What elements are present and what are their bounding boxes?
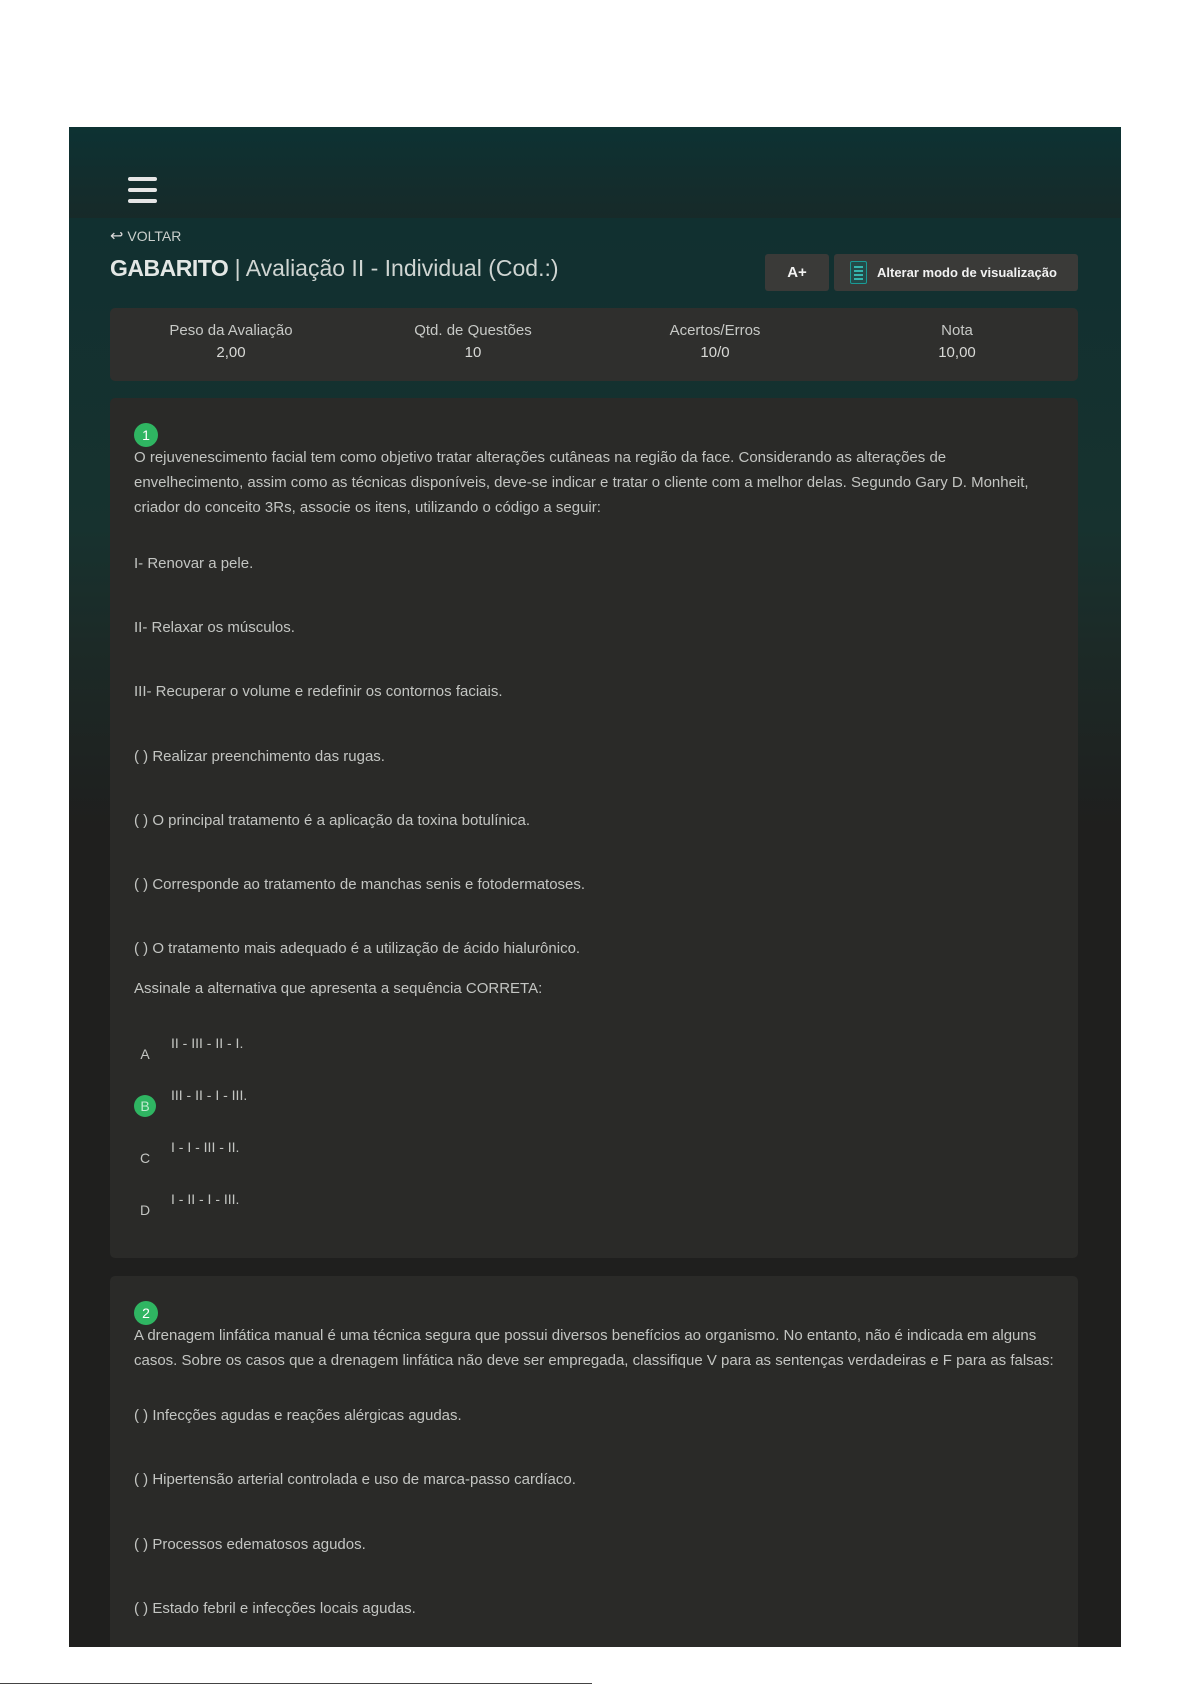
option-text-b[interactable]: III - II - I - III.	[171, 1087, 248, 1103]
page-title	[110, 255, 559, 282]
summary-panel	[110, 308, 1078, 381]
question-item: ( ) Processos edematosos agudos.	[134, 1536, 366, 1553]
option-letter-a[interactable]: A	[140, 1046, 150, 1062]
return-arrow-icon: ↩	[110, 228, 124, 245]
question-item: ( ) O tratamento mais adequado é a utilização de ácido hialurônico.	[134, 940, 581, 957]
question-item: ( ) Hipertensão arterial controlada e uso de marca-passo cardíaco.	[134, 1471, 576, 1488]
option-text-d[interactable]: I - II - I - III.	[171, 1191, 240, 1207]
question-item: I- Renovar a pele.	[134, 555, 254, 572]
back-label: VOLTAR	[127, 228, 182, 244]
summary-label: Acertos/Erros	[669, 322, 761, 339]
question-item: ( ) Realizar preenchimento das rugas.	[134, 748, 385, 765]
summary-weight	[110, 308, 352, 381]
summary-value: 10/0	[700, 344, 730, 361]
back-link[interactable]	[110, 226, 181, 246]
question-card-1	[110, 398, 1078, 1258]
summary-grade	[836, 308, 1078, 381]
question-item: III- Recuperar o volume e redefinir os contornos faciais.	[134, 683, 503, 700]
option-text-c[interactable]: I - I - III - II.	[171, 1139, 240, 1155]
question-stem: A drenagem linfática manual é uma técnica segura que possui diversos benefícios ao organismo. No entanto, não é indicada em alguns casos. Sobre os casos que a drenagem linfática não deve ser empregada, classifique V para as sentenças verdadeiras e F para as falsas:	[134, 1327, 1054, 1369]
page-divider	[0, 1683, 592, 1684]
summary-label: Peso da Avaliação	[169, 322, 293, 339]
app-window	[69, 127, 1121, 1647]
option-text-a[interactable]: II - III - II - I.	[171, 1035, 244, 1051]
question-item: ( ) Corresponde ao tratamento de manchas senis e fotodermatoses.	[134, 876, 586, 893]
summary-label: Qtd. de Questões	[414, 322, 532, 339]
question-item: II- Relaxar os músculos.	[134, 619, 295, 636]
menu-icon[interactable]	[128, 177, 157, 203]
question-card-2	[110, 1276, 1078, 1647]
question-number-badge: 2	[134, 1301, 158, 1325]
question-stem: O rejuvenescimento facial tem como objetivo tratar alterações cutâneas na região da face. Considerando as alterações de envelhecimento, assim como as técnicas disponíveis, deve-se indicar e tratar o cliente com a melhor delas. Segundo Gary D. Monheit, criador do conceito 3Rs, associe os itens, utilizando o código a seguir:	[134, 449, 1029, 516]
summary-questions	[352, 308, 594, 381]
top-bar	[69, 127, 1121, 218]
document-icon	[850, 261, 867, 284]
question-item: ( ) O principal tratamento é a aplicação da toxina botulínica.	[134, 812, 531, 829]
question-prompt: Assinale a alternativa que apresenta a sequência CORRETA:	[134, 980, 543, 997]
title-bold: GABARITO	[110, 255, 229, 281]
question-item: ( ) Infecções agudas e reações alérgicas agudas.	[134, 1407, 462, 1424]
question-item: ( ) Estado febril e infecções locais agudas.	[134, 1600, 416, 1617]
option-letter-d[interactable]: D	[139, 1202, 151, 1218]
summary-label: Nota	[941, 322, 973, 339]
summary-value: 10	[464, 344, 482, 361]
summary-hits-errors	[594, 308, 836, 381]
title-rest: | Avaliação II - Individual (Cod.:)	[228, 255, 559, 281]
change-view-label: Alterar modo de visualização	[877, 265, 1057, 280]
question-number-badge: 1	[134, 423, 158, 447]
summary-value: 10,00	[938, 344, 976, 361]
option-letter-b-selected[interactable]: B	[134, 1095, 156, 1117]
font-size-button[interactable]: A+	[765, 254, 829, 291]
option-letter-c[interactable]: C	[139, 1150, 151, 1166]
change-view-button[interactable]	[834, 254, 1078, 291]
summary-value: 2,00	[216, 344, 246, 361]
